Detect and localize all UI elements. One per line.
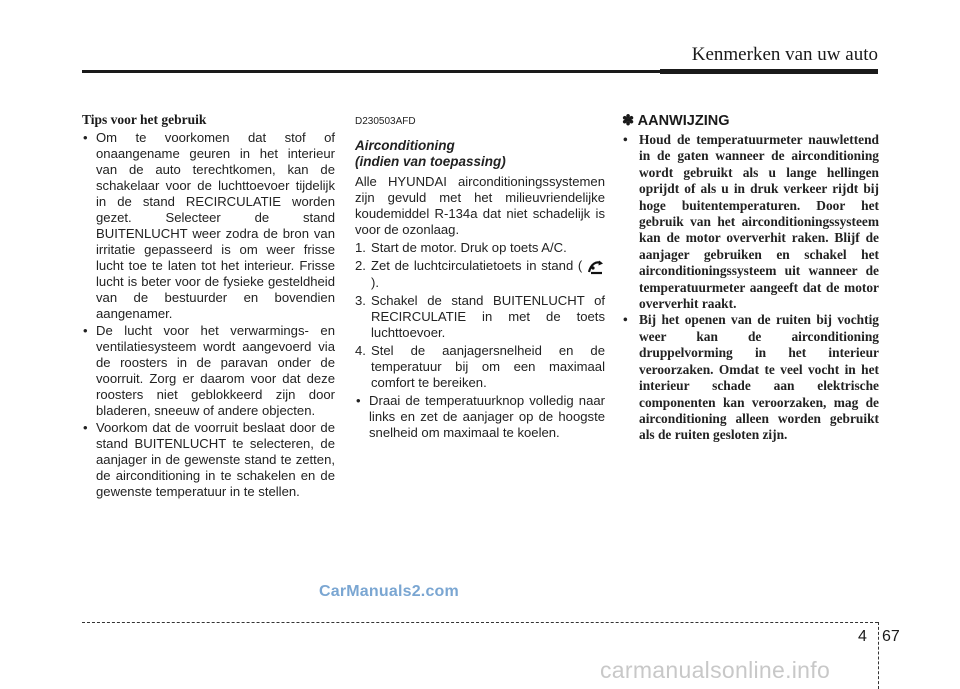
- recirculation-icon: [587, 259, 605, 275]
- tips-item: • Om te voorkomen dat stof of onaangename geuren in het interieur van de auto terechtkomen, kan de schakelaar voor de luchttoevoer tijdelijk in de stand RECIRCULATIE worden gezet. Selecteer de stand BUITENLUCHT weer zodra de bron van irritatie gepasseerd is om weer frisse lucht toe te laten tot het interieur. Frisse lucht is beter voor de fysieke gesteldheid van de bestuurder en bovendien aangenamer.: [82, 130, 335, 322]
- step-text-suffix: ).: [371, 274, 379, 290]
- footer-divider: [878, 622, 879, 689]
- watermark-logo[interactable]: CarManuals2.com: [319, 583, 459, 600]
- section-subtitle: (indien van toepassing): [355, 154, 506, 169]
- footer-site-watermark[interactable]: carmanualsonline.info: [600, 657, 831, 683]
- step-number: 2.: [355, 258, 366, 273]
- note-list: [622, 132, 879, 444]
- tips-item: • De lucht voor het verwarmings- en ventilatiesysteem wordt aangevoerd via de roosters in de paravan onder de voorruit. Zorg er daarom voor dat deze roosters niet geblokkeerd zijn door bladeren, sneeuw of andere objecten.: [82, 323, 335, 419]
- footer-rule: [82, 622, 878, 623]
- left-column: [82, 108, 335, 501]
- step-item: [355, 240, 605, 256]
- tips-list: [82, 130, 335, 500]
- cooling-tip-list: [355, 393, 605, 441]
- step-item: [355, 293, 605, 341]
- intro-paragraph: Alle HYUNDAI airconditioningssystemen zijn gevuld met het milieuvriendelijke koudemiddel R-134a dat niet schadelijk is voor de ozonlaag.: [355, 174, 605, 237]
- tips-item: • Voorkom dat de voorruit beslaat door de stand BUITENLUCHT te selecteren, de aanjager in de gewenste stand te zetten, de airconditioning in te schakelen en de gewenste temperatuur in te stellen.: [82, 420, 335, 500]
- section-code: D230503AFD: [355, 116, 416, 127]
- steps-list: [355, 240, 605, 391]
- step-item: [355, 343, 605, 391]
- header-rule-accent: [660, 69, 878, 74]
- step-text: Start de motor. Druk op toets A/C.: [371, 240, 567, 255]
- right-column: [622, 108, 879, 444]
- tips-heading: Tips voor het gebruik: [82, 112, 207, 127]
- note-heading: ✽ AANWIJZING: [622, 113, 730, 129]
- step-text: Zet de luchtcirculatietoets in stand (: [371, 258, 583, 273]
- step-text: Schakel de stand BUITENLUCHT of RECIRCULATIE in met de toets luchttoevoer.: [371, 292, 605, 340]
- page-number: 67: [882, 628, 900, 645]
- step-number: 4.: [355, 342, 366, 358]
- cooling-tip-item: • Draai de temperatuurknop volledig naar links en zet de aanjager op de hoogste snelheid om maximaal te koelen.: [355, 393, 605, 441]
- middle-column: [355, 108, 605, 441]
- section-number: 4: [858, 628, 867, 645]
- page-header-title: Kenmerken van uw auto: [691, 44, 878, 65]
- step-number: 3.: [355, 292, 366, 308]
- section-title: Airconditioning: [355, 138, 455, 153]
- step-item: [355, 258, 605, 291]
- note-item: • Bij het openen van de ruiten bij vochtig weer kan de airconditioning druppelvorming in het interieur veroorzaken. Omdat te veel vocht in het interieur schade aan elektrische componenten kan veroorzaken, mag de airconditioning alleen worden gebruikt als de ruiten gesloten zijn.: [622, 312, 879, 443]
- step-text: Stel de aanjagersnelheid en de temperatuur bij om een maximaal comfort te bereiken.: [371, 342, 605, 390]
- note-item: • Houd de temperatuurmeter nauwlettend in de gaten wanneer de airconditioning wordt gebruikt als u lange hellingen oprijdt of als u in druk verkeer rijdt bij hoge buitentemperaturen. Door het gebruik van het airconditioningssysteem kan de motor oververhit raken. Blijf de aanjager gebruiken en schakel het airconditioningssysteem uit wanneer de temperatuurmeter aangeeft dat de motor oververhit raakt.: [622, 132, 879, 312]
- step-number: 1.: [355, 240, 366, 255]
